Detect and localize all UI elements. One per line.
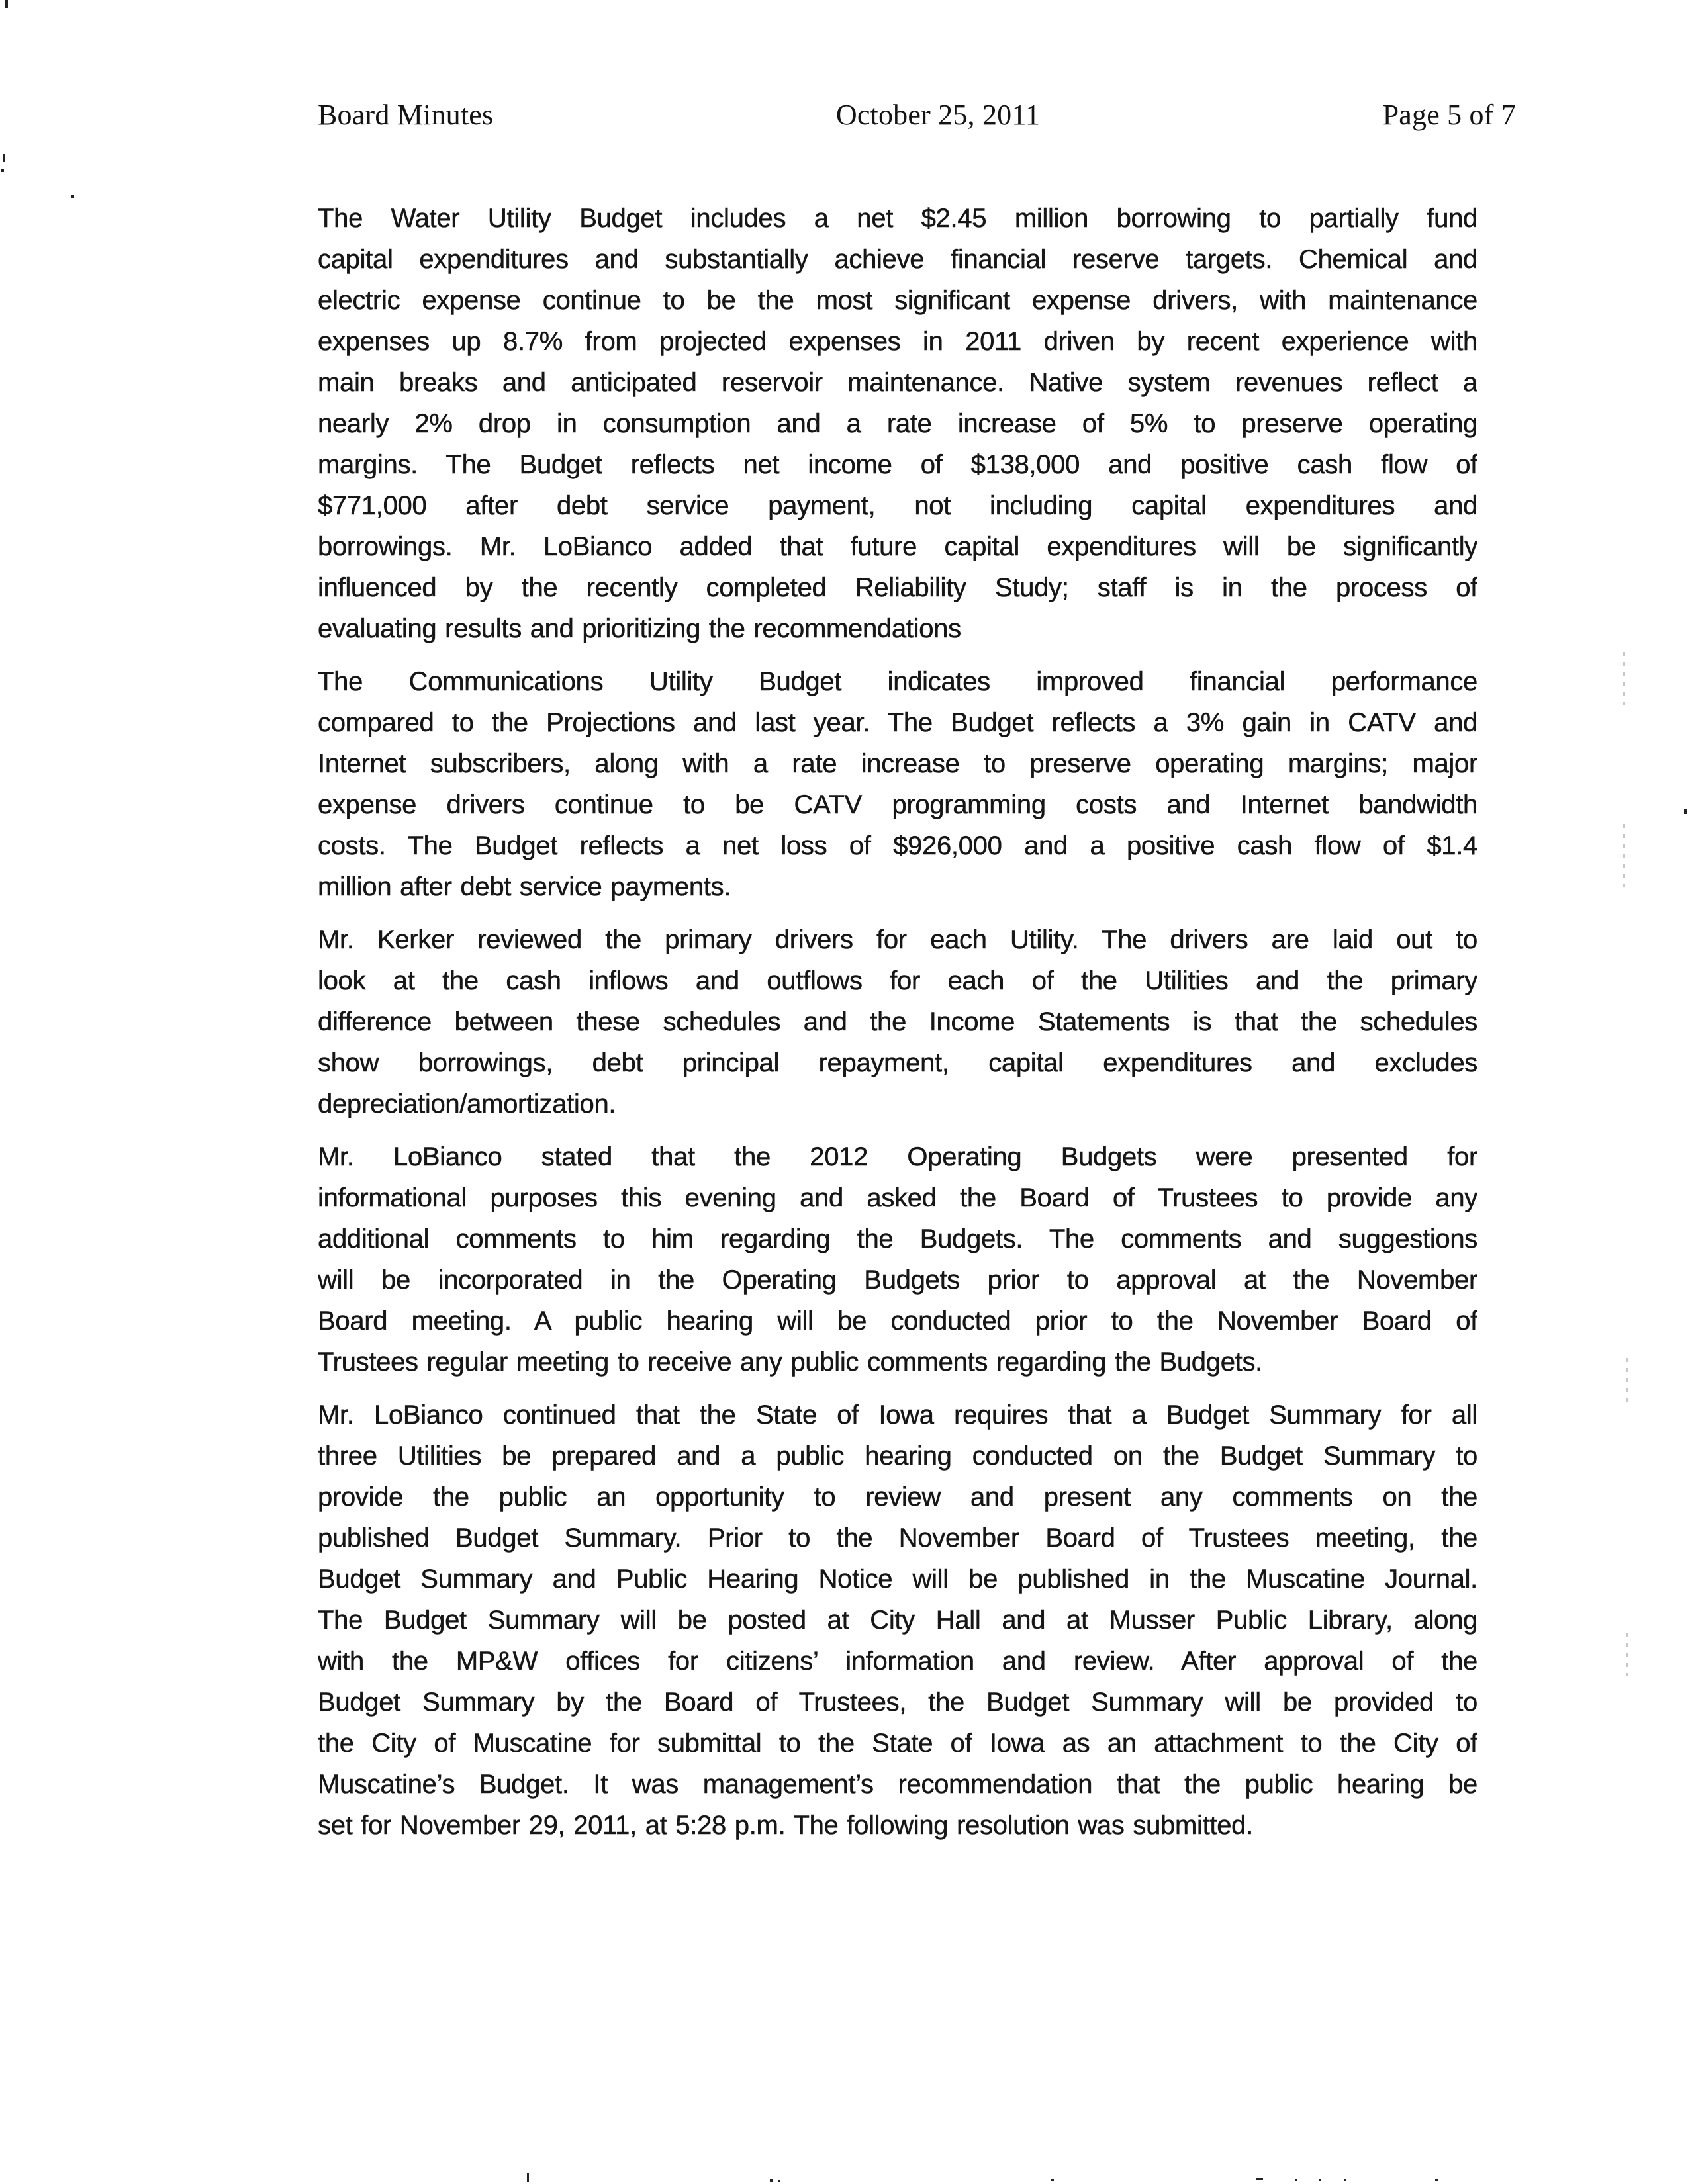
scan-artifact: [1, 169, 4, 172]
scan-artifact: [3, 154, 5, 162]
text-line: expense drivers continue to be CATV programming costs and Internet bandwidth: [318, 790, 1477, 819]
scan-artifact: [1319, 2179, 1321, 2181]
text-line: Mr. Kerker reviewed the primary drivers for each Utility. The drivers are laid out to: [318, 925, 1477, 954]
text-line: published Budget Summary. Prior to the November Board of Trustees meeting, the: [318, 1524, 1477, 1553]
text-line: depreciation/amortization.: [318, 1089, 616, 1118]
scan-artifact: [1344, 2179, 1346, 2181]
paragraph-water-utility-budget: [318, 198, 1477, 649]
header-title: Board Minutes: [318, 99, 494, 131]
scan-artifact: [1626, 1633, 1628, 1676]
text-line: difference between these schedules and the Income Statements is that the schedules: [318, 1007, 1477, 1036]
paragraph-lobianco-operating-budgets: [318, 1136, 1477, 1383]
text-line: Board meeting. A public hearing will be conducted prior to the November Board of: [318, 1306, 1477, 1336]
text-line: evaluating results and prioritizing the recommendations: [318, 614, 961, 643]
document-body: [318, 198, 1477, 1858]
text-line: Budget Summary and Public Hearing Notice will be published in the Muscatine Journal.: [318, 1565, 1477, 1594]
text-line: additional comments to him regarding the Budgets. The comments and suggestions: [318, 1224, 1477, 1253]
text-line: three Utilities be prepared and a public hearing conducted on the Budget Summary to: [318, 1441, 1477, 1471]
text-line: costs. The Budget reflects a net loss of $926,000 and a positive cash flow of $1.4: [318, 831, 1477, 860]
scan-artifact: [1256, 2178, 1263, 2180]
text-line: influenced by the recently completed Reliability Study; staff is in the process of: [318, 573, 1477, 602]
text-line: the City of Muscatine for submittal to the State of Iowa as an attachment to the City of: [318, 1729, 1477, 1758]
text-line: provide the public an opportunity to review and present any comments on the: [318, 1482, 1477, 1512]
text-line: Trustees regular meeting to receive any public comments regarding the Budgets.: [318, 1347, 1262, 1377]
text-line: expenses up 8.7% from projected expenses in 2011 driven by recent experience with: [318, 327, 1477, 356]
text-line: million after debt service payments.: [318, 872, 731, 901]
scan-artifact: [1684, 809, 1687, 814]
text-line: Mr. LoBianco stated that the 2012 Operating Budgets were presented for: [318, 1142, 1477, 1171]
scan-artifact: [770, 2179, 773, 2182]
scan-artifact: [527, 2173, 529, 2182]
page-header: [318, 99, 1516, 131]
scan-artifact: [1435, 2179, 1438, 2181]
text-line: The Communications Utility Budget indicates improved financial performance: [318, 667, 1477, 696]
scan-artifact: [778, 2180, 780, 2182]
scan-artifact: [1623, 652, 1625, 708]
text-line: informational purposes this evening and asked the Board of Trustees to provide any: [318, 1183, 1477, 1212]
text-line: The Budget Summary will be posted at City Hall and at Musser Public Library, along: [318, 1606, 1477, 1635]
scan-artifact: [5, 0, 8, 8]
text-line: capital expenditures and substantially achieve financial reserve targets. Chemical and: [318, 245, 1477, 274]
text-line: borrowings. Mr. LoBianco added that future capital expenditures will be significantly: [318, 532, 1477, 561]
text-line: Muscatine’s Budget. It was management’s recommendation that the public hearing be: [318, 1770, 1477, 1799]
header-page-number: Page 5 of 7: [1382, 99, 1516, 131]
scan-artifact: [1051, 2179, 1054, 2181]
scan-artifact: [1626, 1358, 1628, 1404]
header-date: October 25, 2011: [835, 99, 1041, 131]
text-line: Internet subscribers, along with a rate increase to preserve operating margins; major: [318, 749, 1477, 778]
text-line: margins. The Budget reflects net income of $138,000 and positive cash flow of: [318, 450, 1477, 479]
text-line: set for November 29, 2011, at 5:28 p.m. The following resolution was submitted.: [318, 1811, 1253, 1840]
scan-artifact: [1623, 824, 1625, 887]
text-line: compared to the Projections and last year. The Budget reflects a 3% gain in CATV and: [318, 708, 1477, 737]
text-line: Budget Summary by the Board of Trustees, the Budget Summary will be provided to: [318, 1688, 1477, 1717]
text-line: will be incorporated in the Operating Budgets prior to approval at the November: [318, 1265, 1477, 1295]
paragraph-communications-utility-budget: [318, 661, 1477, 907]
text-line: show borrowings, debt principal repayment, capital expenditures and excludes: [318, 1048, 1477, 1077]
text-line: main breaks and anticipated reservoir maintenance. Native system revenues reflect a: [318, 368, 1477, 397]
text-line: nearly 2% drop in consumption and a rate increase of 5% to preserve operating: [318, 409, 1477, 438]
text-line: with the MP&W offices for citizens’ information and review. After approval of the: [318, 1647, 1477, 1676]
scan-artifact: [71, 195, 74, 198]
paragraph-budget-summary-public-hearing: [318, 1394, 1477, 1846]
scan-artifact: [1295, 2179, 1297, 2181]
text-line: The Water Utility Budget includes a net $2.45 million borrowing to partially fund: [318, 204, 1477, 233]
text-line: electric expense continue to be the most significant expense drivers, with maintenance: [318, 286, 1477, 315]
paragraph-kerker-primary-drivers: [318, 919, 1477, 1124]
text-line: $771,000 after debt service payment, not including capital expenditures and: [318, 491, 1477, 520]
text-line: Mr. LoBianco continued that the State of Iowa requires that a Budget Summary for all: [318, 1400, 1477, 1430]
text-line: look at the cash inflows and outflows for each of the Utilities and the primary: [318, 966, 1477, 995]
